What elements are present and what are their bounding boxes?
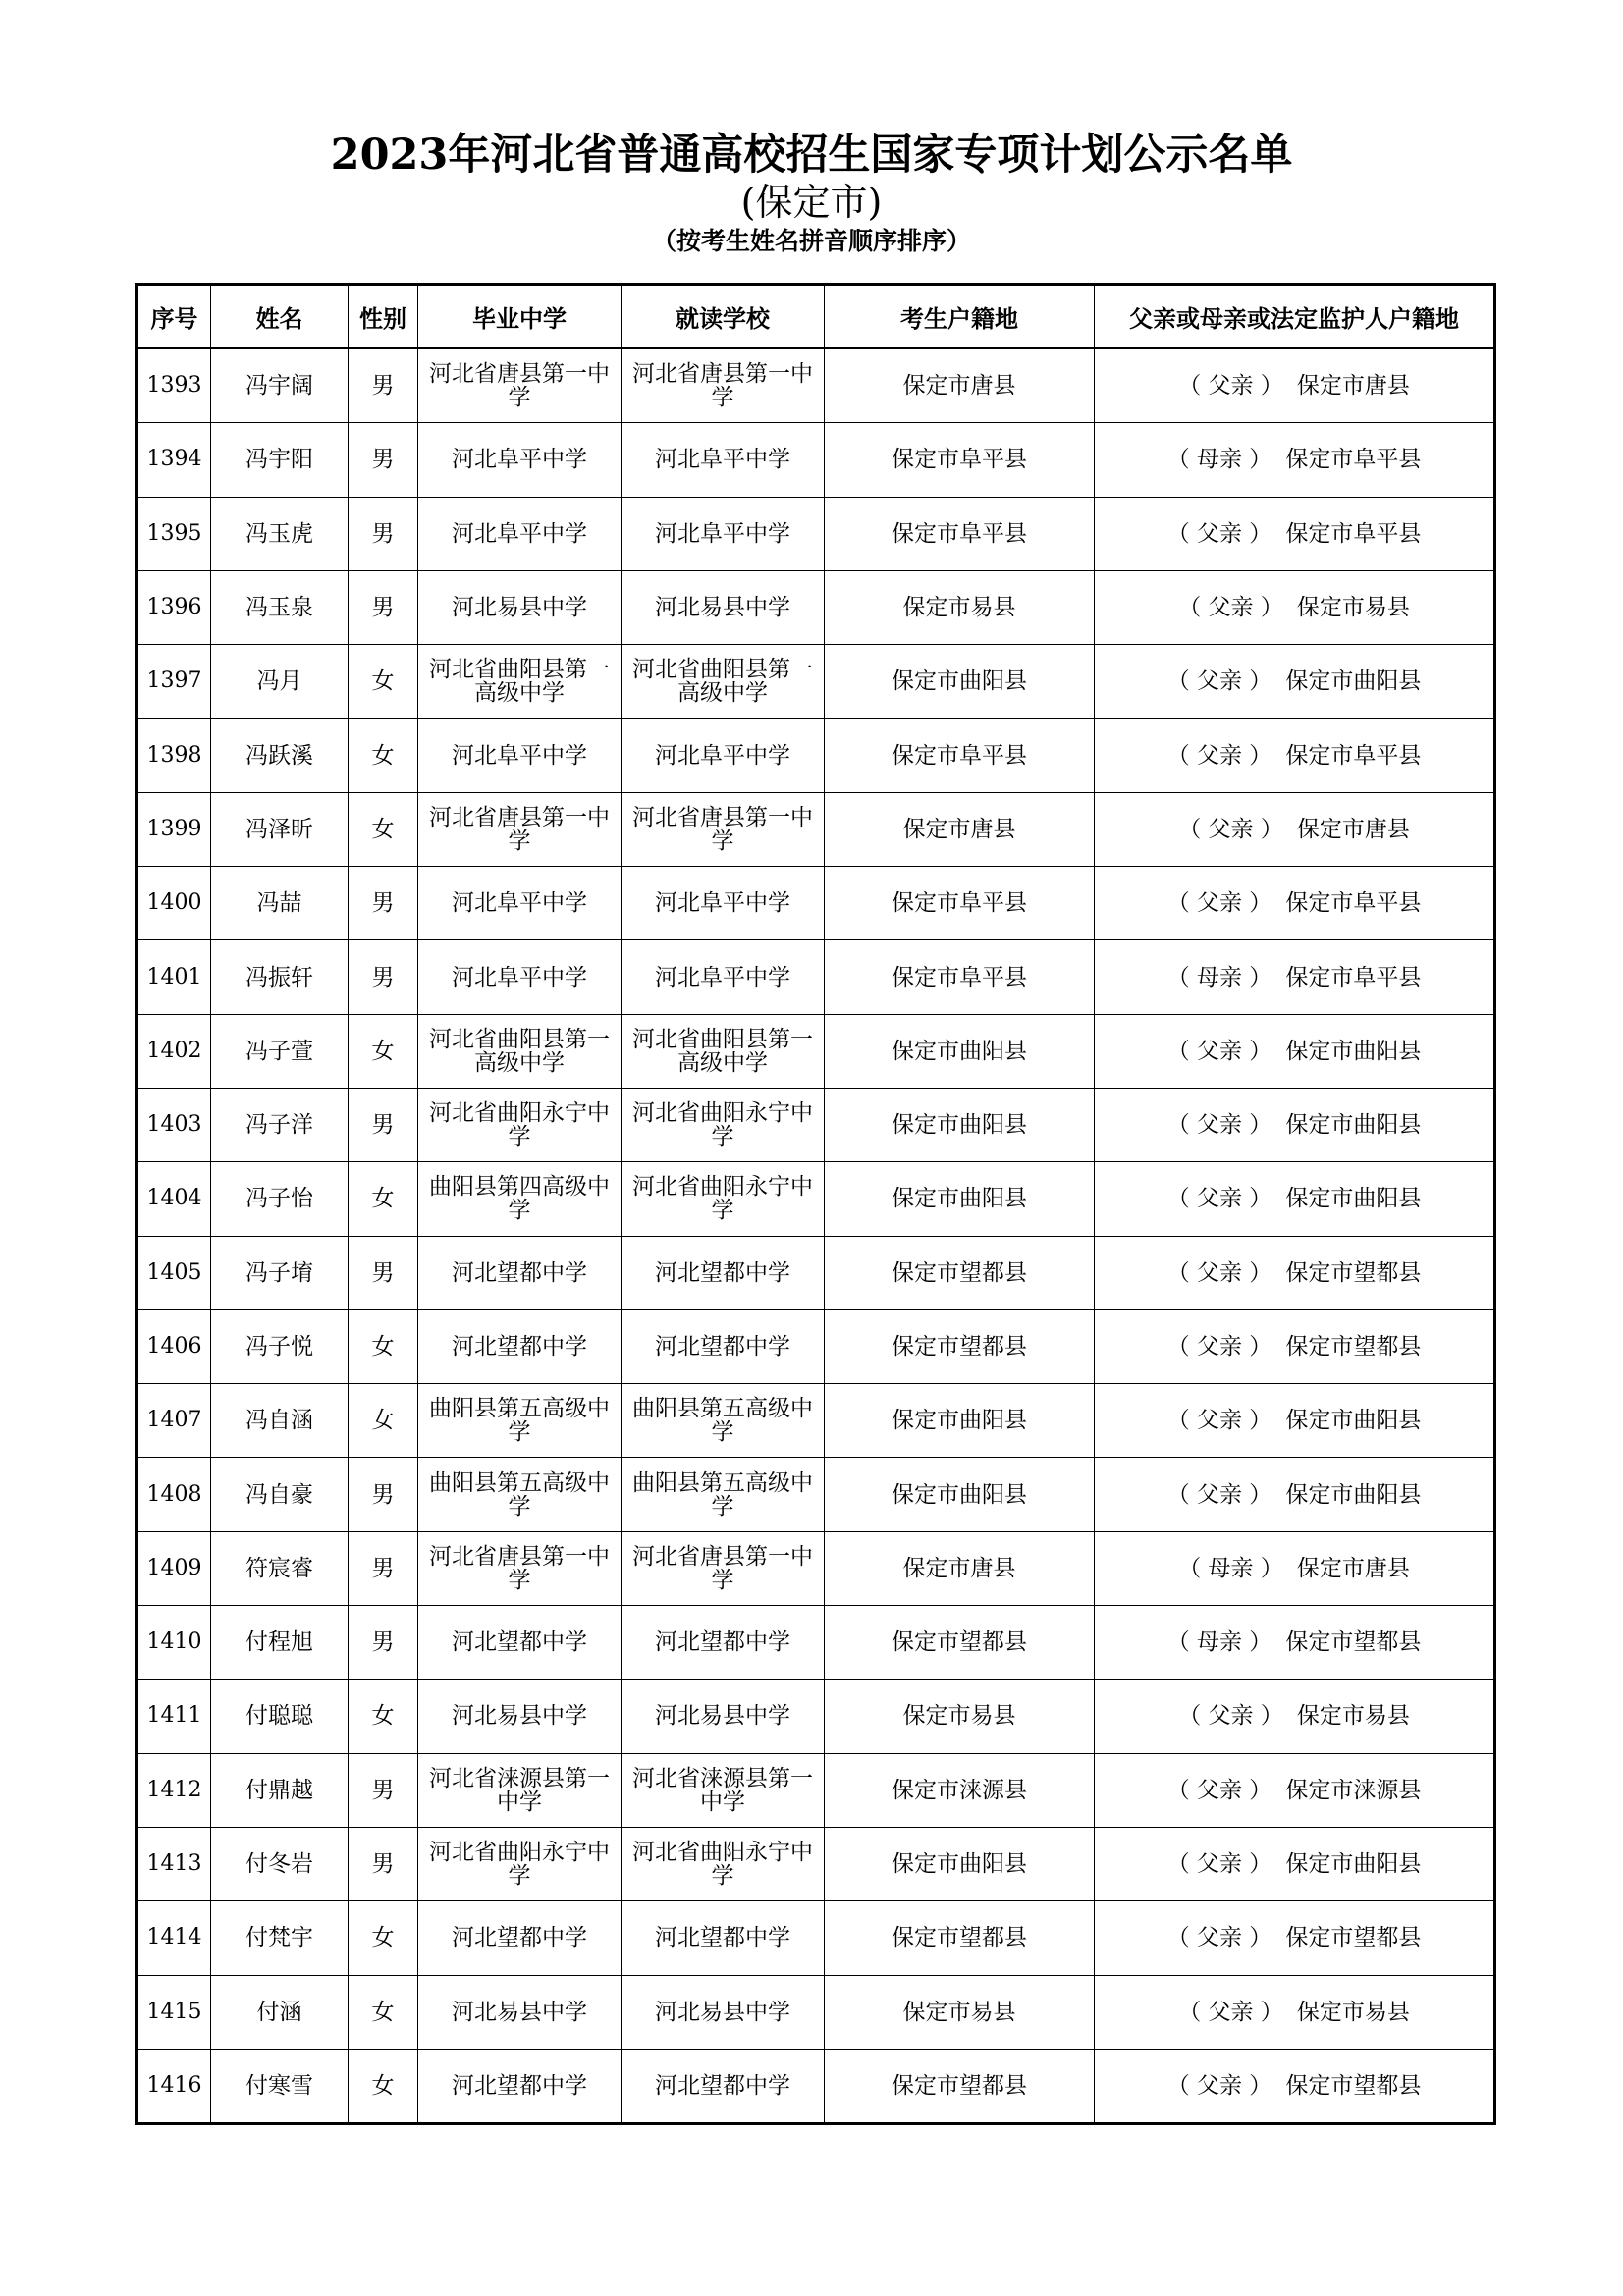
cell-seq: 1397 (137, 645, 211, 719)
cell-hukou: 保定市唐县 (825, 1531, 1095, 1605)
page-subtitle: (保定市) (740, 181, 883, 224)
cell-parent-hukou (1095, 423, 1495, 497)
table-row (137, 645, 1495, 719)
cell-name: 冯玉泉 (211, 570, 349, 644)
cell-name: 冯泽昕 (211, 792, 349, 866)
cell-study-school: 河北省涞源县第一中学 (622, 1753, 825, 1827)
parent-relation: （ 父亲 ） (1166, 2072, 1272, 2099)
cell-hukou: 保定市阜平县 (825, 940, 1095, 1014)
parent-place: 保定市易县 (1296, 595, 1410, 621)
table-row (137, 1827, 1495, 1900)
parent-place: 保定市曲阳县 (1285, 1408, 1422, 1434)
cell-parent-hukou (1095, 1384, 1495, 1458)
parent-relation: （ 父亲 ） (1166, 1334, 1272, 1360)
table-body (137, 348, 1495, 2124)
parent-place: 保定市唐县 (1296, 816, 1410, 842)
cell-seq: 1406 (137, 1309, 211, 1383)
cell-gender: 男 (349, 1606, 418, 1680)
parent-relation: （ 母亲 ） (1166, 1629, 1272, 1656)
cell-gender: 女 (349, 1309, 418, 1383)
cell-study-school: 河北阜平中学 (622, 940, 825, 1014)
cell-hukou: 保定市曲阳县 (825, 1827, 1095, 1900)
cell-gender: 女 (349, 1384, 418, 1458)
cell-grad-school: 河北阜平中学 (418, 867, 622, 940)
cell-grad-school: 河北省唐县第一中学 (418, 348, 622, 423)
cell-gender: 男 (349, 423, 418, 497)
cell-name: 冯玉虎 (211, 497, 349, 570)
table-row (137, 792, 1495, 866)
cell-seq: 1401 (137, 940, 211, 1014)
table-row (137, 1975, 1495, 2049)
cell-study-school: 河北省唐县第一中学 (622, 792, 825, 866)
cell-seq: 1394 (137, 423, 211, 497)
cell-name: 付涵 (211, 1975, 349, 2049)
cell-grad-school: 河北省唐县第一中学 (418, 792, 622, 866)
cell-parent-hukou (1095, 792, 1495, 866)
header-study-school: 就读学校 (622, 285, 825, 348)
parent-place: 保定市曲阳县 (1285, 1186, 1422, 1212)
cell-grad-school: 河北省唐县第一中学 (418, 1531, 622, 1605)
parent-place: 保定市望都县 (1285, 2072, 1422, 2099)
cell-parent-hukou (1095, 645, 1495, 719)
cell-study-school: 河北望都中学 (622, 1901, 825, 1975)
cell-hukou: 保定市曲阳县 (825, 1014, 1095, 1088)
cell-name: 冯跃溪 (211, 719, 349, 792)
parent-place: 保定市唐县 (1296, 373, 1410, 400)
cell-study-school: 河北望都中学 (622, 1236, 825, 1309)
cell-hukou: 保定市易县 (825, 1975, 1095, 2049)
cell-gender: 女 (349, 1975, 418, 2049)
cell-gender: 男 (349, 940, 418, 1014)
cell-study-school: 曲阳县第五高级中学 (622, 1384, 825, 1458)
parent-relation: （ 父亲 ） (1178, 1999, 1283, 2025)
cell-name: 冯喆 (211, 867, 349, 940)
parent-relation: （ 父亲 ） (1166, 1408, 1272, 1434)
parent-relation: （ 父亲 ） (1166, 1851, 1272, 1878)
cell-grad-school: 河北阜平中学 (418, 423, 622, 497)
page-title: 2023年河北省普通高校招生国家专项计划公示名单 (330, 131, 1293, 180)
cell-gender: 女 (349, 719, 418, 792)
cell-name: 付聪聪 (211, 1680, 349, 1753)
parent-place: 保定市望都县 (1285, 1925, 1422, 1951)
header-name: 姓名 (211, 285, 349, 348)
cell-hukou: 保定市阜平县 (825, 497, 1095, 570)
cell-hukou: 保定市望都县 (825, 2049, 1095, 2123)
table-row (137, 570, 1495, 644)
cell-study-school: 河北省唐县第一中学 (622, 348, 825, 423)
table-row (137, 1384, 1495, 1458)
cell-grad-school: 河北易县中学 (418, 570, 622, 644)
cell-name: 冯子萱 (211, 1014, 349, 1088)
cell-study-school: 河北望都中学 (622, 1309, 825, 1383)
cell-grad-school: 河北望都中学 (418, 1606, 622, 1680)
cell-study-school: 河北省曲阳县第一高级中学 (622, 1014, 825, 1088)
parent-place: 保定市曲阳县 (1285, 1038, 1422, 1064)
cell-study-school: 河北易县中学 (622, 1680, 825, 1753)
cell-parent-hukou (1095, 940, 1495, 1014)
cell-gender: 男 (349, 1458, 418, 1531)
cell-hukou: 保定市唐县 (825, 348, 1095, 423)
table-row (137, 1014, 1495, 1088)
cell-gender: 女 (349, 1162, 418, 1236)
cell-gender: 男 (349, 1088, 418, 1161)
parent-place: 保定市涞源县 (1285, 1777, 1422, 1803)
cell-grad-school: 河北省曲阳县第一高级中学 (418, 1014, 622, 1088)
cell-grad-school: 河北阜平中学 (418, 940, 622, 1014)
table-row (137, 1458, 1495, 1531)
cell-gender: 男 (349, 570, 418, 644)
cell-study-school: 河北易县中学 (622, 570, 825, 644)
table-row (137, 1162, 1495, 1236)
parent-relation: （ 父亲 ） (1178, 373, 1283, 400)
cell-seq: 1410 (137, 1606, 211, 1680)
cell-name: 冯子洋 (211, 1088, 349, 1161)
cell-grad-school: 河北易县中学 (418, 1975, 622, 2049)
cell-gender: 男 (349, 867, 418, 940)
parent-relation: （ 父亲 ） (1178, 816, 1283, 842)
parent-relation: （ 父亲 ） (1166, 1777, 1272, 1803)
cell-grad-school: 曲阳县第五高级中学 (418, 1458, 622, 1531)
parent-place: 保定市易县 (1296, 1703, 1410, 1730)
header-grad-school: 毕业中学 (418, 285, 622, 348)
cell-study-school: 河北易县中学 (622, 1975, 825, 2049)
cell-hukou: 保定市曲阳县 (825, 1384, 1095, 1458)
cell-name: 冯子怡 (211, 1162, 349, 1236)
cell-name: 冯宇阳 (211, 423, 349, 497)
cell-seq: 1415 (137, 1975, 211, 2049)
parent-relation: （ 母亲 ） (1178, 1555, 1283, 1581)
cell-hukou: 保定市唐县 (825, 792, 1095, 866)
parent-place: 保定市曲阳县 (1285, 1851, 1422, 1878)
cell-seq: 1407 (137, 1384, 211, 1458)
parent-place: 保定市阜平县 (1285, 520, 1422, 547)
cell-parent-hukou (1095, 1827, 1495, 1900)
cell-hukou: 保定市曲阳县 (825, 1162, 1095, 1236)
parent-relation: （ 父亲 ） (1166, 742, 1272, 769)
cell-hukou: 保定市易县 (825, 570, 1095, 644)
cell-parent-hukou (1095, 1680, 1495, 1753)
cell-gender: 男 (349, 1236, 418, 1309)
table-row (137, 2049, 1495, 2123)
cell-parent-hukou (1095, 497, 1495, 570)
parent-relation: （ 父亲 ） (1166, 520, 1272, 547)
parent-place: 保定市易县 (1296, 1999, 1410, 2025)
parent-relation: （ 父亲 ） (1166, 668, 1272, 695)
cell-name: 付冬岩 (211, 1827, 349, 1900)
parent-place: 保定市望都县 (1285, 1334, 1422, 1360)
cell-grad-school: 河北望都中学 (418, 2049, 622, 2123)
parent-place: 保定市曲阳县 (1285, 1481, 1422, 1508)
cell-grad-school: 曲阳县第五高级中学 (418, 1384, 622, 1458)
parent-relation: （ 父亲 ） (1178, 595, 1283, 621)
cell-seq: 1395 (137, 497, 211, 570)
table-row (137, 719, 1495, 792)
cell-name: 冯子堉 (211, 1236, 349, 1309)
cell-hukou: 保定市望都县 (825, 1309, 1095, 1383)
cell-grad-school: 河北易县中学 (418, 1680, 622, 1753)
cell-hukou: 保定市涞源县 (825, 1753, 1095, 1827)
cell-grad-school: 河北望都中学 (418, 1309, 622, 1383)
table-row (137, 1309, 1495, 1383)
cell-parent-hukou (1095, 719, 1495, 792)
cell-gender: 女 (349, 1901, 418, 1975)
parent-relation: （ 母亲 ） (1166, 964, 1272, 990)
cell-seq: 1398 (137, 719, 211, 792)
cell-parent-hukou (1095, 1014, 1495, 1088)
cell-grad-school: 河北省涞源县第一中学 (418, 1753, 622, 1827)
roster-table (135, 283, 1496, 2125)
parent-place: 保定市阜平县 (1285, 447, 1422, 473)
parent-relation: （ 父亲 ） (1166, 1481, 1272, 1508)
cell-parent-hukou (1095, 2049, 1495, 2123)
cell-parent-hukou (1095, 1606, 1495, 1680)
cell-study-school: 河北阜平中学 (622, 423, 825, 497)
cell-study-school: 河北阜平中学 (622, 497, 825, 570)
cell-seq: 1402 (137, 1014, 211, 1088)
table-row (137, 867, 1495, 940)
cell-hukou: 保定市易县 (825, 1680, 1095, 1753)
cell-study-school: 河北望都中学 (622, 2049, 825, 2123)
parent-place: 保定市曲阳县 (1285, 1112, 1422, 1139)
cell-grad-school: 河北望都中学 (418, 1236, 622, 1309)
table-row (137, 1531, 1495, 1605)
cell-seq: 1400 (137, 867, 211, 940)
table-row (137, 1088, 1495, 1161)
table-row (137, 423, 1495, 497)
cell-gender: 男 (349, 1753, 418, 1827)
cell-name: 冯子悦 (211, 1309, 349, 1383)
cell-parent-hukou (1095, 867, 1495, 940)
cell-name: 付程旭 (211, 1606, 349, 1680)
cell-parent-hukou (1095, 1458, 1495, 1531)
cell-parent-hukou (1095, 1162, 1495, 1236)
parent-place: 保定市阜平县 (1285, 890, 1422, 917)
cell-seq: 1399 (137, 792, 211, 866)
cell-hukou: 保定市阜平县 (825, 423, 1095, 497)
cell-gender: 男 (349, 1531, 418, 1605)
cell-seq: 1414 (137, 1901, 211, 1975)
parent-place: 保定市望都县 (1285, 1629, 1422, 1656)
cell-hukou: 保定市望都县 (825, 1606, 1095, 1680)
cell-parent-hukou (1095, 1088, 1495, 1161)
cell-seq: 1413 (137, 1827, 211, 1900)
cell-hukou: 保定市曲阳县 (825, 645, 1095, 719)
table-row (137, 1236, 1495, 1309)
cell-gender: 男 (349, 348, 418, 423)
cell-grad-school: 曲阳县第四高级中学 (418, 1162, 622, 1236)
cell-gender: 女 (349, 1014, 418, 1088)
cell-parent-hukou (1095, 1531, 1495, 1605)
cell-parent-hukou (1095, 1753, 1495, 1827)
cell-parent-hukou (1095, 1309, 1495, 1383)
table-row (137, 348, 1495, 423)
table-row (137, 1606, 1495, 1680)
cell-parent-hukou (1095, 1901, 1495, 1975)
cell-study-school: 河北望都中学 (622, 1606, 825, 1680)
parent-relation: （ 父亲 ） (1166, 1038, 1272, 1064)
cell-gender: 男 (349, 1827, 418, 1900)
cell-seq: 1403 (137, 1088, 211, 1161)
parent-place: 保定市望都县 (1285, 1259, 1422, 1286)
cell-study-school: 河北省曲阳永宁中学 (622, 1162, 825, 1236)
cell-name: 付鼎越 (211, 1753, 349, 1827)
cell-gender: 女 (349, 792, 418, 866)
table-row (137, 1901, 1495, 1975)
cell-seq: 1405 (137, 1236, 211, 1309)
parent-relation: （ 父亲 ） (1166, 1112, 1272, 1139)
cell-name: 冯月 (211, 645, 349, 719)
cell-study-school: 河北省曲阳永宁中学 (622, 1827, 825, 1900)
cell-hukou: 保定市阜平县 (825, 719, 1095, 792)
parent-place: 保定市唐县 (1296, 1555, 1410, 1581)
parent-relation: （ 父亲 ） (1166, 1186, 1272, 1212)
cell-parent-hukou (1095, 1236, 1495, 1309)
header-row (137, 285, 1495, 348)
cell-study-school: 河北省唐县第一中学 (622, 1531, 825, 1605)
cell-parent-hukou (1095, 1975, 1495, 2049)
cell-study-school: 曲阳县第五高级中学 (622, 1458, 825, 1531)
cell-grad-school: 河北省曲阳永宁中学 (418, 1088, 622, 1161)
header-gender: 性别 (349, 285, 418, 348)
cell-seq: 1393 (137, 348, 211, 423)
cell-hukou: 保定市望都县 (825, 1901, 1095, 1975)
cell-name: 付梵宇 (211, 1901, 349, 1975)
cell-seq: 1396 (137, 570, 211, 644)
parent-relation: （ 父亲 ） (1178, 1703, 1283, 1730)
table-row (137, 940, 1495, 1014)
cell-study-school: 河北阜平中学 (622, 867, 825, 940)
header-parent-hukou: 父亲或母亲或法定监护人户籍地 (1095, 285, 1495, 348)
cell-grad-school: 河北省曲阳永宁中学 (418, 1827, 622, 1900)
parent-relation: （ 父亲 ） (1166, 1925, 1272, 1951)
cell-seq: 1416 (137, 2049, 211, 2123)
cell-seq: 1409 (137, 1531, 211, 1605)
header-seq: 序号 (137, 285, 211, 348)
cell-study-school: 河北阜平中学 (622, 719, 825, 792)
header-hukou: 考生户籍地 (825, 285, 1095, 348)
cell-study-school: 河北省曲阳县第一高级中学 (622, 645, 825, 719)
cell-name: 冯宇阔 (211, 348, 349, 423)
cell-gender: 男 (349, 497, 418, 570)
cell-seq: 1408 (137, 1458, 211, 1531)
cell-hukou: 保定市阜平县 (825, 867, 1095, 940)
cell-name: 符宸睿 (211, 1531, 349, 1605)
parent-relation: （ 父亲 ） (1166, 1259, 1272, 1286)
parent-relation: （ 母亲 ） (1166, 447, 1272, 473)
cell-gender: 女 (349, 645, 418, 719)
cell-seq: 1411 (137, 1680, 211, 1753)
cell-hukou: 保定市望都县 (825, 1236, 1095, 1309)
cell-study-school: 河北省曲阳永宁中学 (622, 1088, 825, 1161)
sort-note: （按考生姓名拼音顺序排序） (651, 227, 971, 255)
cell-hukou: 保定市曲阳县 (825, 1458, 1095, 1531)
parent-relation: （ 父亲 ） (1166, 890, 1272, 917)
table-row (137, 1753, 1495, 1827)
cell-seq: 1404 (137, 1162, 211, 1236)
parent-place: 保定市曲阳县 (1285, 668, 1422, 695)
cell-name: 冯振轩 (211, 940, 349, 1014)
cell-grad-school: 河北望都中学 (418, 1901, 622, 1975)
cell-hukou: 保定市曲阳县 (825, 1088, 1095, 1161)
cell-grad-school: 河北省曲阳县第一高级中学 (418, 645, 622, 719)
cell-parent-hukou (1095, 348, 1495, 423)
parent-place: 保定市阜平县 (1285, 964, 1422, 990)
cell-gender: 女 (349, 2049, 418, 2123)
cell-name: 冯自涵 (211, 1384, 349, 1458)
cell-gender: 女 (349, 1680, 418, 1753)
cell-grad-school: 河北阜平中学 (418, 719, 622, 792)
cell-seq: 1412 (137, 1753, 211, 1827)
cell-grad-school: 河北阜平中学 (418, 497, 622, 570)
table-row (137, 1680, 1495, 1753)
cell-name: 冯自豪 (211, 1458, 349, 1531)
table-row (137, 497, 1495, 570)
cell-name: 付寒雪 (211, 2049, 349, 2123)
table-header (137, 285, 1495, 348)
parent-place: 保定市阜平县 (1285, 742, 1422, 769)
cell-parent-hukou (1095, 570, 1495, 644)
